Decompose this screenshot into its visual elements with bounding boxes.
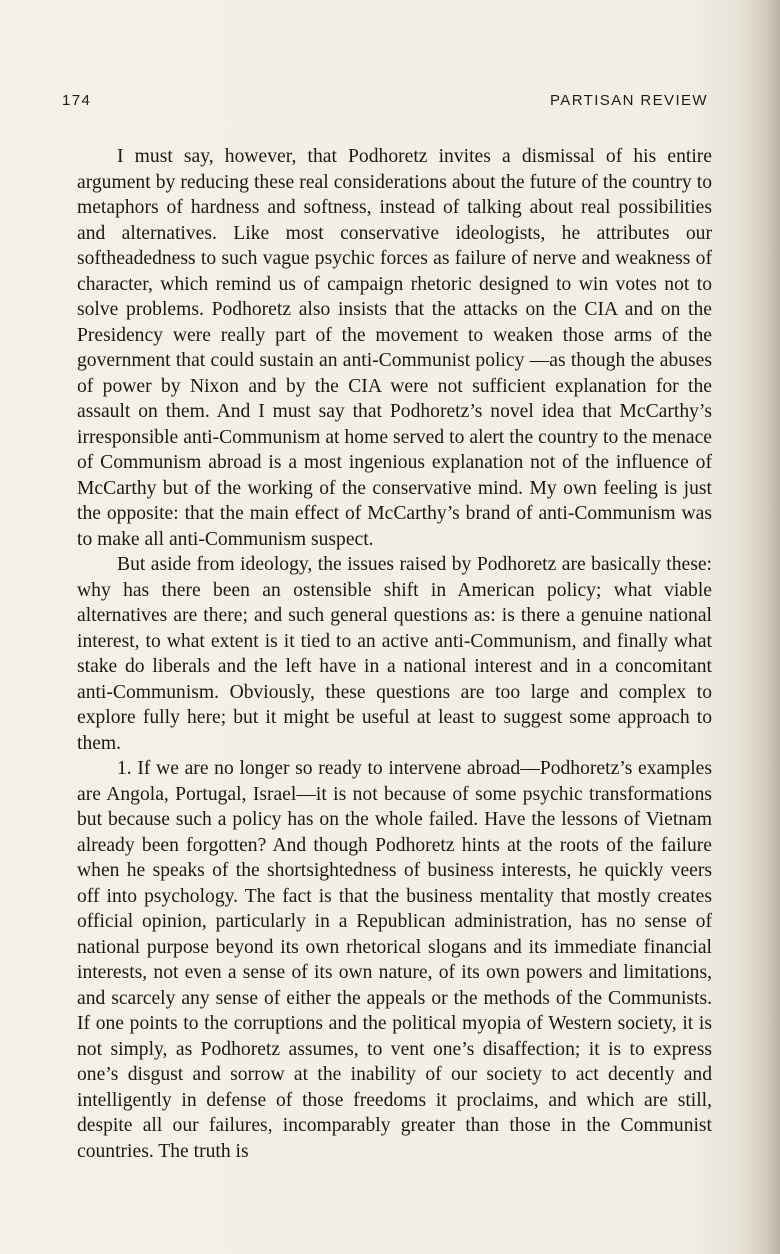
journal-title: PARTISAN REVIEW — [550, 92, 708, 109]
body-text — [77, 144, 712, 1164]
paragraph: 1. If we are no longer so ready to intervene abroad—Podhoretz’s examples are Angola, Portugal, Israel—it is not because of some psychic transformations but because such a policy has on the whole failed. Have the lessons of Vietnam already been forgotten? And though Podhoretz hints at the roots of the failure when he speaks of the shortsightedness of business interests, he quickly veers off into psychology. The fact is that the business mentality that mostly creates official opinion, particularly in a Republican administration, has no sense of national purpose beyond its own rhetorical slogans and its immediate financial interests, not even a sense of its own nature, of its own powers and limitations, and scarcely any sense of either the appeals or the methods of the Communists. If one points to the corruptions and the political myopia of Western society, it is not simply, as Podhoretz assumes, to vent one’s disaffection; it is to express one’s disgust and sorrow at the inability of our society to act decently and intelligently in defense of those freedoms it proclaims, and which are still, despite all our failures, incomparably greater than those in the Communist countries. The truth is — [77, 758, 712, 1162]
paragraph: I must say, however, that Podhoretz invites a dismissal of his entire argument by reducing these real considerations about the future of the country to metaphors of hardness and softness, instead of talking about real possibilities and alternatives. Like most conservative ideologists, he attributes our softheadedness to such vague psychic forces as failure of nerve and weakness of character, which remind us of campaign rhetoric designed to win votes not to solve problems. Podhoretz also insists that the attacks on the CIA and on the Presidency were really part of the movement to weaken those arms of the government that could sustain an anti-Communist policy —as though the abuses of power by Nixon and by the CIA were not sufficient explanation for the assault on them. And I must say that Podhoretz’s novel idea that McCarthy’s irresponsible anti-Communism at home served to alert the country to the menace of Communism abroad is a most ingenious explanation not of the influence of McCarthy but of the working of the conservative mind. My own feeling is just the opposite: that the main effect of McCarthy’s brand of anti-Communism was to make all anti-Communism suspect. — [77, 146, 712, 550]
running-head — [62, 92, 708, 116]
paragraph: But aside from ideology, the issues raised by Podhoretz are basically these: why has there been an ostensible shift in American policy; what viable alternatives are there; and such general questions as: is there a genuine national interest, to what extent is it tied to an active anti-Communism, and finally what stake do liberals and the left have in a national interest and in a concomitant anti-Communism. Obviously, these questions are too large and complex to explore fully here; but it might be useful at least to suggest some approach to them. — [77, 554, 712, 754]
page-number: 174 — [62, 92, 92, 109]
